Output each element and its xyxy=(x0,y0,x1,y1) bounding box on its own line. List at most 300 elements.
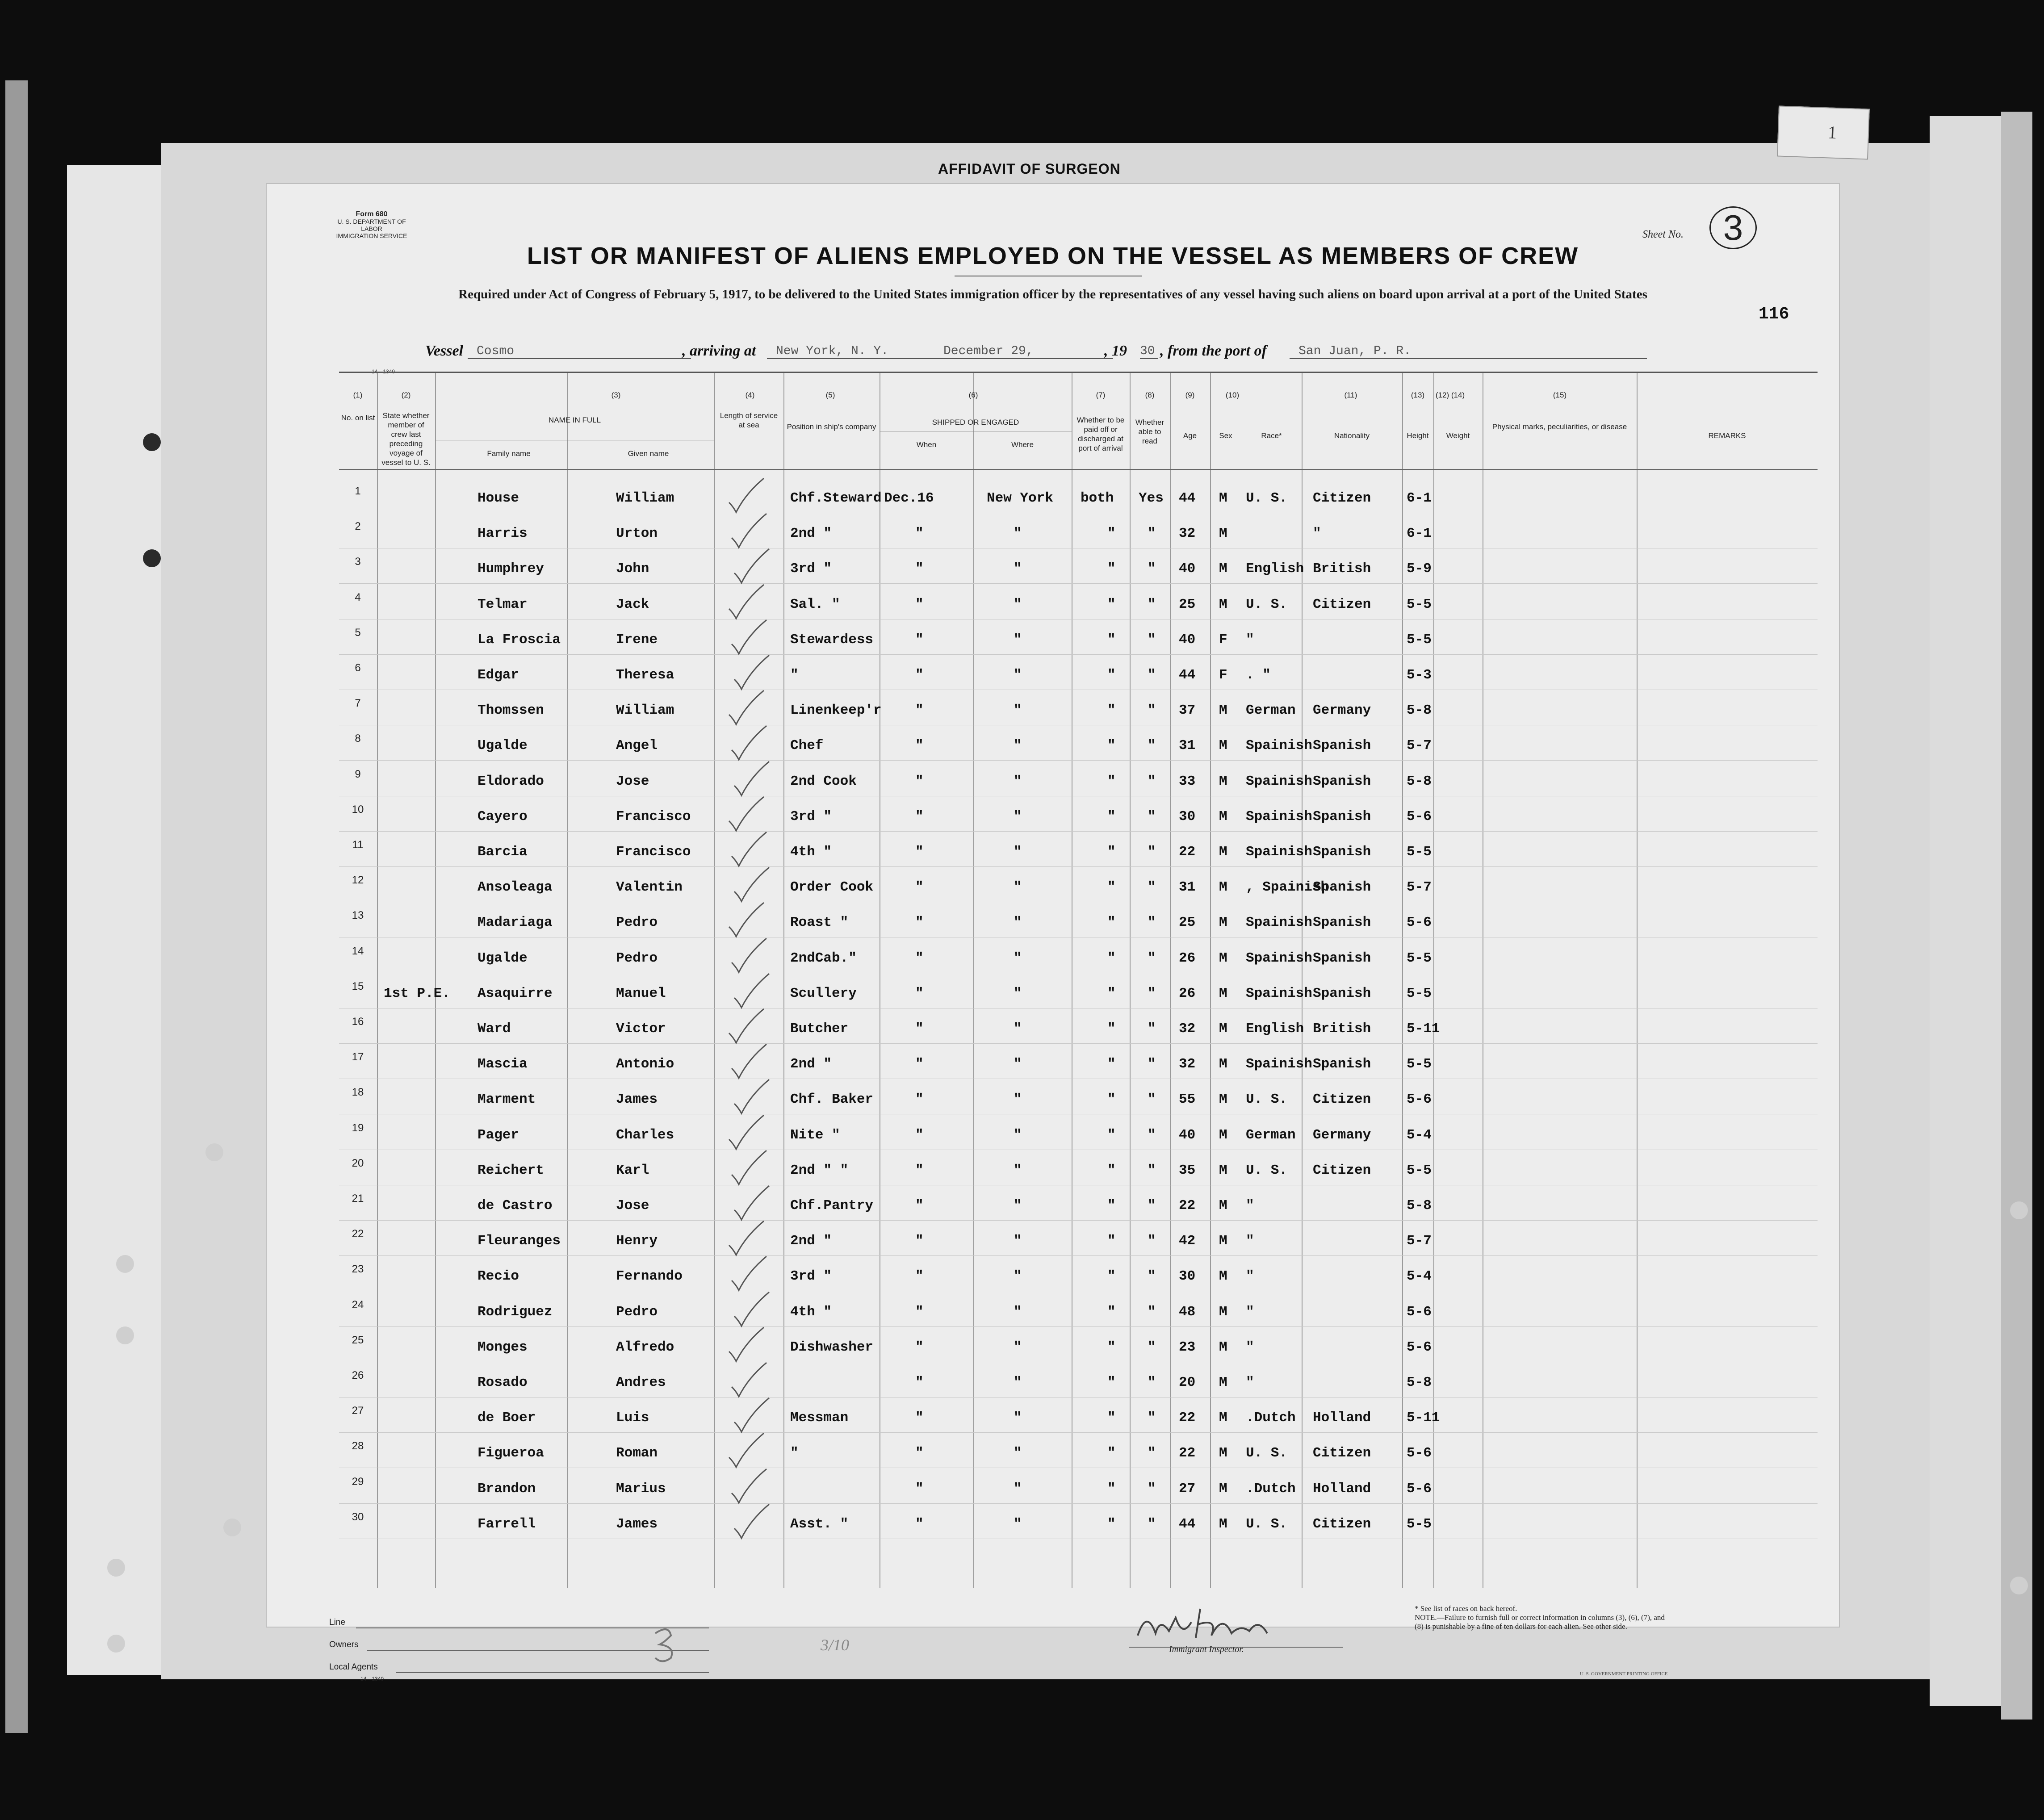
header-age: Age xyxy=(1183,431,1197,440)
position-cell: 3rd " xyxy=(790,808,832,824)
shipped-where-cell: " xyxy=(1014,1233,1022,1249)
family-name-cell: Pager xyxy=(477,1127,519,1143)
header-able-to-read: Whether able to read xyxy=(1135,418,1164,445)
nationality-cell: Citizen xyxy=(1313,1516,1371,1532)
height-cell: 5-8 xyxy=(1407,773,1432,789)
age-cell: 32 xyxy=(1179,526,1196,542)
sex-cell: M xyxy=(1219,1092,1227,1108)
paid-off-cell: " xyxy=(1107,1162,1116,1178)
family-name-cell: Recio xyxy=(477,1268,519,1284)
race-cell: Spainish xyxy=(1246,1056,1312,1072)
shipped-where-cell: " xyxy=(1014,773,1022,789)
table-row-rule xyxy=(339,654,1818,655)
column-number: (4) xyxy=(745,391,755,399)
position-cell: 4th " xyxy=(790,1304,832,1320)
race-cell: " xyxy=(1246,1233,1254,1249)
checkmark-icon xyxy=(728,936,768,976)
race-cell: Spainish xyxy=(1246,950,1312,966)
family-name-cell: Brandon xyxy=(477,1481,536,1497)
given-name-cell: Victor xyxy=(616,1021,666,1037)
able-to-read-cell: " xyxy=(1148,667,1156,683)
table-row-rule xyxy=(339,583,1818,584)
height-cell: 5-6 xyxy=(1407,1445,1432,1461)
penalty-note: NOTE.—Failure to furnish full or correct information in columns (3), (6), (7), and (8) is punishable by a fine of ten dollars for each alien. See other side. xyxy=(1415,1613,1665,1631)
shipped-when-cell: " xyxy=(915,985,924,1001)
height-cell: 5-6 xyxy=(1407,1304,1432,1320)
family-name-cell: La Froscia xyxy=(477,632,561,648)
row-number: 15 xyxy=(352,980,364,992)
crew-table xyxy=(339,372,1818,1588)
shipped-when-cell: " xyxy=(915,596,924,612)
height-cell: 5-5 xyxy=(1407,950,1432,966)
column-divider xyxy=(435,373,436,1588)
paid-off-cell: " xyxy=(1107,1127,1116,1143)
paid-off-cell: " xyxy=(1107,844,1116,860)
shipped-where-cell: " xyxy=(1014,1339,1022,1355)
shipped-where-cell: " xyxy=(1014,1375,1022,1390)
able-to-read-cell: " xyxy=(1148,632,1156,648)
checkmark-icon xyxy=(731,1183,771,1223)
sex-cell: M xyxy=(1219,1410,1227,1426)
shipped-where-cell: " xyxy=(1014,1056,1022,1072)
able-to-read-cell: " xyxy=(1148,879,1156,895)
inspector-signature xyxy=(1133,1600,1294,1649)
local-agents-rule xyxy=(396,1672,709,1673)
age-cell: 26 xyxy=(1179,950,1196,966)
able-to-read-cell: " xyxy=(1148,1516,1156,1532)
paid-off-cell: " xyxy=(1107,1481,1116,1497)
shipped-when-cell: Dec.16 xyxy=(884,490,934,506)
nationality-cell: Spanish xyxy=(1313,985,1371,1001)
sheet-number-label: Sheet No. xyxy=(1642,229,1684,240)
shipped-where-cell: " xyxy=(1014,1092,1022,1108)
table-row-rule xyxy=(339,1432,1818,1433)
height-cell: 5-5 xyxy=(1407,1056,1432,1072)
given-name-cell: Urton xyxy=(616,526,658,542)
header-rule xyxy=(339,469,1818,470)
age-cell: 23 xyxy=(1179,1339,1196,1355)
race-cell: , Spainish xyxy=(1246,879,1329,895)
position-cell: Messman xyxy=(790,1410,849,1426)
checkmark-icon xyxy=(725,900,766,940)
printer-imprint: U. S. GOVERNMENT PRINTING OFFICE xyxy=(1580,1671,1668,1677)
shipped-when-cell: " xyxy=(915,1516,924,1532)
position-cell: Dishwasher xyxy=(790,1339,874,1355)
nationality-cell: Spanish xyxy=(1313,950,1371,966)
sex-cell: M xyxy=(1219,879,1227,895)
header-sex: Sex xyxy=(1219,431,1232,440)
race-cell: " xyxy=(1246,632,1254,648)
sex-cell: M xyxy=(1219,561,1227,577)
nationality-cell: Spanish xyxy=(1313,773,1371,789)
race-cell: U. S. xyxy=(1246,1162,1288,1178)
height-cell: 5-11 xyxy=(1407,1021,1440,1037)
paid-off-cell: " xyxy=(1107,1268,1116,1284)
race-cell: " xyxy=(1246,1268,1254,1284)
shipped-when-cell: " xyxy=(915,773,924,789)
paid-off-cell: " xyxy=(1107,1056,1116,1072)
family-name-cell: Rosado xyxy=(477,1375,528,1390)
sex-cell: M xyxy=(1219,526,1227,542)
shipped-where-cell: " xyxy=(1014,667,1022,683)
given-name-cell: Valentin xyxy=(616,879,683,895)
nationality-cell: British xyxy=(1313,561,1371,577)
paid-off-cell: " xyxy=(1107,1092,1116,1108)
age-cell: 22 xyxy=(1179,1445,1196,1461)
position-cell: " xyxy=(790,667,799,683)
family-name-cell: Rodriguez xyxy=(477,1304,553,1320)
race-cell: " xyxy=(1246,1198,1254,1213)
row-number: 24 xyxy=(352,1298,364,1311)
age-cell: 31 xyxy=(1179,738,1196,754)
shipped-where-cell: " xyxy=(1014,915,1022,931)
position-cell: Chf.Steward xyxy=(790,490,882,506)
family-name-cell: Harris xyxy=(477,526,528,542)
header-length-of-service: Length of service at sea xyxy=(720,411,778,429)
height-cell: 5-7 xyxy=(1407,738,1432,754)
row-number: 12 xyxy=(352,874,364,887)
header-name-in-full: NAME IN FULL xyxy=(548,416,601,424)
column-number: (9) xyxy=(1185,391,1195,399)
height-cell: 5-6 xyxy=(1407,808,1432,824)
row-number: 3 xyxy=(355,556,361,568)
able-to-read-cell: " xyxy=(1148,808,1156,824)
shipped-when-cell: " xyxy=(915,738,924,754)
shipped-where-cell: " xyxy=(1014,985,1022,1001)
shipped-where-cell: " xyxy=(1014,1516,1022,1532)
column-number: (12) xyxy=(1435,391,1449,399)
paid-off-cell: " xyxy=(1107,879,1116,895)
family-name-cell: Cayero xyxy=(477,808,528,824)
shipped-when-cell: " xyxy=(915,1410,924,1426)
given-name-cell: Jose xyxy=(616,1198,649,1213)
age-cell: 44 xyxy=(1179,667,1196,683)
age-cell: 22 xyxy=(1179,1198,1196,1213)
height-cell: 6-1 xyxy=(1407,490,1432,506)
paid-off-cell: " xyxy=(1107,808,1116,824)
given-name-cell: Francisco xyxy=(616,844,691,860)
sex-cell: M xyxy=(1219,596,1227,612)
able-to-read-cell: " xyxy=(1148,1375,1156,1390)
sheet-number: 3 xyxy=(1709,206,1757,249)
nationality-cell: Holland xyxy=(1313,1410,1371,1426)
given-name-cell: Jose xyxy=(616,773,649,789)
checkmark-icon xyxy=(725,1325,766,1365)
given-name-cell: Manuel xyxy=(616,985,666,1001)
position-cell: Linenkeep'r xyxy=(790,703,882,719)
age-cell: 40 xyxy=(1179,1127,1196,1143)
header-remarks: REMARKS xyxy=(1708,431,1746,440)
position-cell: 2nd Cook xyxy=(790,773,857,789)
column-divider xyxy=(567,373,568,1588)
row-number: 23 xyxy=(352,1263,364,1276)
given-name-cell: Karl xyxy=(616,1162,649,1178)
row-number: 17 xyxy=(352,1051,364,1063)
checkmark-icon xyxy=(725,1006,766,1046)
table-row-rule xyxy=(339,1503,1818,1504)
handwritten-mark: 3/10 xyxy=(821,1636,850,1654)
position-cell: 3rd " xyxy=(790,1268,832,1284)
service-name: IMMIGRATION SERVICE xyxy=(336,232,407,239)
immigrant-inspector-label: Immigrant Inspector. xyxy=(1169,1644,1244,1654)
family-name-cell: Ugalde xyxy=(477,950,528,966)
header-position: Position in ship's company xyxy=(787,423,876,431)
age-cell: 55 xyxy=(1179,1092,1196,1108)
age-cell: 48 xyxy=(1179,1304,1196,1320)
given-name-cell: John xyxy=(616,561,649,577)
department-name: U. S. DEPARTMENT OF LABOR xyxy=(337,218,406,232)
header-nationality: Nationality xyxy=(1334,431,1370,440)
position-cell: 2nd " xyxy=(790,526,832,542)
sex-cell: M xyxy=(1219,738,1227,754)
table-row-rule xyxy=(339,760,1818,761)
binder-hole xyxy=(2010,1201,2028,1219)
family-name-cell: Ugalde xyxy=(477,738,528,754)
binder-hole xyxy=(223,1519,241,1536)
shipped-when-cell: " xyxy=(915,1162,924,1178)
sex-cell: M xyxy=(1219,1021,1227,1037)
shipped-when-cell: " xyxy=(915,1268,924,1284)
shipped-where-cell: " xyxy=(1014,879,1022,895)
row-number: 27 xyxy=(352,1405,364,1417)
able-to-read-cell: " xyxy=(1148,1021,1156,1037)
family-name-cell: Marment xyxy=(477,1092,536,1108)
checkmark-icon xyxy=(731,1502,771,1542)
position-cell: 2nd " xyxy=(790,1056,832,1072)
given-name-cell: Francisco xyxy=(616,808,691,824)
column-divider xyxy=(1433,373,1434,1588)
family-name-cell: Edgar xyxy=(477,667,519,683)
header-family-name: Family name xyxy=(487,449,531,458)
column-number: (15) xyxy=(1553,391,1567,399)
binder-hole xyxy=(107,1559,125,1577)
sex-cell: M xyxy=(1219,1198,1227,1213)
paid-off-cell: " xyxy=(1107,1516,1116,1532)
height-cell: 5-4 xyxy=(1407,1127,1432,1143)
shipped-where-cell: " xyxy=(1014,1410,1022,1426)
family-name-cell: Reichert xyxy=(477,1162,544,1178)
race-cell: German xyxy=(1246,1127,1296,1143)
header-previous-voyage: State whether member of crew last preceding voyage of vessel to U. S. xyxy=(381,411,431,467)
row-number: 30 xyxy=(352,1510,364,1523)
paid-off-cell: " xyxy=(1107,1339,1116,1355)
checkmark-icon xyxy=(725,1431,766,1471)
paid-off-cell: " xyxy=(1107,1445,1116,1461)
row-number: 4 xyxy=(355,591,361,603)
shipped-where-cell: " xyxy=(1014,526,1022,542)
age-cell: 25 xyxy=(1179,596,1196,612)
shipped-where-cell: " xyxy=(1014,950,1022,966)
shipped-when-cell: " xyxy=(915,1198,924,1213)
age-cell: 26 xyxy=(1179,985,1196,1001)
nationality-cell: Spanish xyxy=(1313,844,1371,860)
header-paid-off: Whether to be paid off or discharged at port of arrival xyxy=(1076,416,1125,452)
nationality-cell: Germany xyxy=(1313,703,1371,719)
column-number: (11) xyxy=(1344,391,1357,399)
family-name-cell: Madariaga xyxy=(477,915,553,931)
nationality-cell: Citizen xyxy=(1313,490,1371,506)
shipped-when-cell: " xyxy=(915,632,924,648)
binder-hole xyxy=(116,1326,134,1344)
age-cell: 27 xyxy=(1179,1481,1196,1497)
checkmark-icon xyxy=(725,582,766,622)
position-cell: Scullery xyxy=(790,985,857,1001)
paid-off-cell: " xyxy=(1107,1304,1116,1320)
paid-off-cell: " xyxy=(1107,1375,1116,1390)
position-cell: 3rd " xyxy=(790,561,832,577)
shipped-when-cell: " xyxy=(915,1339,924,1355)
height-cell: 5-9 xyxy=(1407,561,1432,577)
nationality-cell: Spanish xyxy=(1313,808,1371,824)
given-name-cell: Charles xyxy=(616,1127,674,1143)
port-label: , from the port of xyxy=(1160,343,1267,359)
paid-off-cell: " xyxy=(1107,1410,1116,1426)
vessel-name: Cosmo xyxy=(468,344,691,359)
family-name-cell: Ansoleaga xyxy=(477,879,553,895)
family-name-cell: de Castro xyxy=(477,1198,553,1213)
race-cell: " xyxy=(1246,1375,1254,1390)
shipped-when-cell: " xyxy=(915,667,924,683)
checkmark-icon xyxy=(731,1395,771,1435)
shipped-when-cell: " xyxy=(915,950,924,966)
checkmark-icon xyxy=(728,511,768,551)
family-name-cell: House xyxy=(477,490,519,506)
race-cell: U. S. xyxy=(1246,1445,1288,1461)
shipped-where-cell: " xyxy=(1014,1021,1022,1037)
shipped-when-cell: " xyxy=(915,526,924,542)
checkmark-icon xyxy=(731,653,771,693)
checkmark-icon xyxy=(725,688,766,728)
row-number: 20 xyxy=(352,1157,364,1169)
column-number: (5) xyxy=(825,391,835,399)
page-subtitle: Required under Act of Congress of February 5, 1917, to be delivered to the United States immigration officer by the representatives of any vessel having such aliens on board upon arrival at a port of the United States xyxy=(458,287,1647,301)
able-to-read-cell: " xyxy=(1148,915,1156,931)
header-shipped-engaged: SHIPPED OR ENGAGED xyxy=(932,418,1019,427)
able-to-read-cell: " xyxy=(1148,1127,1156,1143)
height-cell: 5-5 xyxy=(1407,844,1432,860)
able-to-read-cell: " xyxy=(1148,1304,1156,1320)
races-note: * See list of races on back hereof. xyxy=(1415,1604,1517,1613)
family-name-cell: Fleuranges xyxy=(477,1233,561,1249)
age-cell: 40 xyxy=(1179,632,1196,648)
position-cell: Asst. " xyxy=(790,1516,849,1532)
race-cell: Spainish xyxy=(1246,773,1312,789)
height-cell: 5-7 xyxy=(1407,1233,1432,1249)
age-cell: 30 xyxy=(1179,1268,1196,1284)
table-row-rule xyxy=(339,1220,1818,1221)
checkmark-icon xyxy=(731,546,771,586)
affidavit-of-surgeon-heading: AFFIDAVIT OF SURGEON xyxy=(938,161,1121,177)
row-number: 29 xyxy=(352,1475,364,1488)
paid-off-cell: " xyxy=(1107,985,1116,1001)
given-name-cell: Andres xyxy=(616,1375,666,1390)
checkmark-icon xyxy=(728,1360,768,1400)
sex-cell: M xyxy=(1219,1516,1227,1532)
nationality-cell: Holland xyxy=(1313,1481,1371,1497)
position-cell: " xyxy=(790,1445,799,1461)
column-divider xyxy=(783,373,784,1588)
column-divider xyxy=(714,373,715,1588)
table-row-rule xyxy=(339,866,1818,867)
race-cell: English xyxy=(1246,1021,1304,1037)
able-to-read-cell: Yes xyxy=(1139,490,1164,506)
row-number: 13 xyxy=(352,909,364,922)
column-number: (10) xyxy=(1225,391,1240,399)
able-to-read-cell: " xyxy=(1148,844,1156,860)
able-to-read-cell: " xyxy=(1148,1339,1156,1355)
height-cell: 6-1 xyxy=(1407,526,1432,542)
vessel-label: Vessel xyxy=(425,343,463,359)
age-cell: 42 xyxy=(1179,1233,1196,1249)
row-number: 9 xyxy=(355,768,361,780)
row-number: 21 xyxy=(352,1192,364,1205)
given-name-cell: Jack xyxy=(616,596,649,612)
column-number: (14) xyxy=(1451,391,1465,399)
height-cell: 5-5 xyxy=(1407,1516,1432,1532)
race-cell: Spainish xyxy=(1246,808,1312,824)
corner-tab xyxy=(1777,105,1870,159)
binder-hole xyxy=(143,549,161,567)
given-name-cell: Theresa xyxy=(616,667,674,683)
paid-off-cell: " xyxy=(1107,596,1116,612)
able-to-read-cell: " xyxy=(1148,1198,1156,1213)
header-given-name: Given name xyxy=(628,449,669,458)
column-divider xyxy=(1402,373,1403,1588)
paid-off-cell: " xyxy=(1107,738,1116,754)
paid-off-cell: " xyxy=(1107,1198,1116,1213)
shipped-where-cell: " xyxy=(1014,596,1022,612)
race-cell: .Dutch xyxy=(1246,1410,1296,1426)
age-cell: 25 xyxy=(1179,915,1196,931)
race-cell: U. S. xyxy=(1246,490,1288,506)
family-name-cell: Mascia xyxy=(477,1056,528,1072)
able-to-read-cell: " xyxy=(1148,703,1156,719)
column-divider xyxy=(1130,373,1131,1588)
row-number: 6 xyxy=(355,662,361,674)
sex-cell: M xyxy=(1219,844,1227,860)
checkmark-icon xyxy=(728,617,768,657)
shipped-when-cell: " xyxy=(915,1092,924,1108)
age-cell: 32 xyxy=(1179,1056,1196,1072)
nationality-cell: British xyxy=(1313,1021,1371,1037)
nationality-cell: Citizen xyxy=(1313,1445,1371,1461)
header-when: When xyxy=(916,440,937,449)
position-cell: Roast " xyxy=(790,915,849,931)
column-number: (6) xyxy=(968,391,978,399)
sex-cell: M xyxy=(1219,950,1227,966)
corner-tab-label: 1 xyxy=(1827,122,1837,143)
arriving-label: , arriving at xyxy=(682,343,756,359)
position-cell: 2nd " xyxy=(790,1233,832,1249)
checkmark-icon xyxy=(731,1289,771,1330)
row-number: 28 xyxy=(352,1440,364,1452)
race-cell: English xyxy=(1246,561,1304,577)
family-name-cell: Thomssen xyxy=(477,703,544,719)
owners-label: Owners xyxy=(329,1640,359,1649)
height-cell: 5-6 xyxy=(1407,1092,1432,1108)
row-number: 10 xyxy=(352,803,364,816)
local-agents-label: Local Agents xyxy=(329,1662,378,1672)
given-name-cell: James xyxy=(616,1516,658,1532)
race-cell: Spainish xyxy=(1246,844,1312,860)
shipped-where-cell: " xyxy=(1014,1445,1022,1461)
family-name-cell: Asaquirre xyxy=(477,985,553,1001)
shipped-where-cell: New York xyxy=(987,490,1053,506)
race-cell: Spainish xyxy=(1246,738,1312,754)
shipped-when-cell: " xyxy=(915,1304,924,1320)
race-cell: U. S. xyxy=(1246,596,1288,612)
given-name-cell: Angel xyxy=(616,738,658,754)
